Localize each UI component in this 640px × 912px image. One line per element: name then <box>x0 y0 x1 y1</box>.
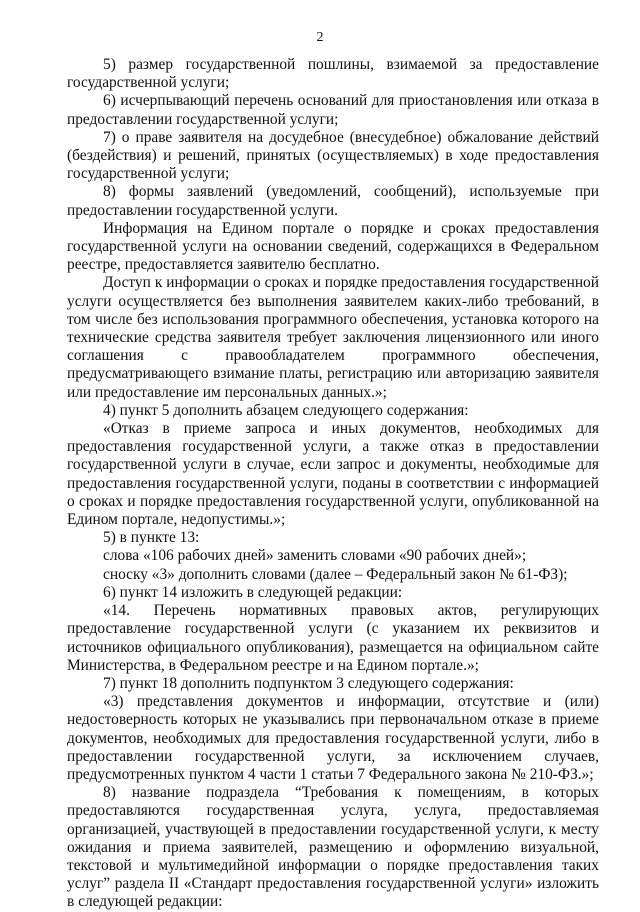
paragraph-refusal-quote: «Отказ в приеме запроса и иных документов, необходимых для предоставления государственной услуги, а также отказ в предоставлении государственной услуги в случае, если запрос и документы, необходимые для предоставления государственной услуги, поданы в соответствии с информацией о сроках и порядке предоставления государственной услуги, опубликованной на Едином портале, недопустимы.»; <box>67 420 599 529</box>
document-body <box>67 56 599 912</box>
paragraph-amend-point-14: 6) пункт 14 изложить в следующей редакции: <box>103 583 403 601</box>
paragraph-subsection-title-change: 8) название подраздела “Требования к помещениям, в которых предоставляются государственная услуга, услуга, предоставляемая организацией, участвующей в предоставлении государственной услуги, к месту ожидания и приема заявителей, размещению и оформлению визуальной, текстовой и мультимедийной информации о порядке предоставления таких услуг” раздела II «Стандарт предоставления государственной услуги» изложить в следующей редакции: <box>67 784 599 911</box>
paragraph-amend-point-13: 5) в пункте 13: <box>103 529 200 547</box>
paragraph-footnote-addition: сноску «3» дополнить словами (далее – Федеральный закон № 61-ФЗ); <box>103 565 568 583</box>
paragraph-subpoint-3-text: «3) представления документов и информации, отсутствие и (или) недостоверность которых не указывались при первоначальном отказе в приеме документов, необходимых для предоставления государственной услуги, либо в предоставлении государственной услуги, за исключением случаев, предусмотренных пунктом 4 части 1 статьи 7 Федерального закона № 210-ФЗ.»; <box>67 693 599 783</box>
paragraph-information-access: Доступ к информации о сроках и порядке предоставления государственной услуги осуществляется без выполнения заявителем каких-либо требований, в том числе без использования программного обеспечения, установка которого на технические средства заявителя требует заключения лицензионного или иного соглашения с правообладателем программного обеспечения, предусматривающего взимание платы, регистрацию или авторизацию заявителя или предоставление им персональных данных.»; <box>67 274 599 401</box>
paragraph-point-14-text: «14. Перечень нормативных правовых актов, регулирующих предоставление государственной услуги (с указанием их реквизитов и источников официального опубликования), размещается на официальном сайте Министерства, в Федеральном реестре и на Едином портале.»; <box>67 602 599 674</box>
paragraph-amend-point-5: 4) пункт 5 дополнить абзацем следующего содержания: <box>103 401 469 419</box>
paragraph-amend-point-18: 7) пункт 18 дополнить подпунктом 3 следующего содержания: <box>103 674 514 692</box>
page-number: 2 <box>316 30 324 45</box>
paragraph-working-days-change: слова «106 рабочих дней» заменить словами «90 рабочих дней»; <box>103 547 527 565</box>
paragraph-portal-information: Информация на Едином портале о порядке и сроках предоставления государственной услуги на основании сведений, содержащихся в Федеральном реестре, предоставляется заявителю бесплатно. <box>67 219 599 274</box>
paragraph-item-6-grounds-refusal: 6) исчерпывающий перечень оснований для приостановления или отказа в предоставлении государственной услуги; <box>67 92 599 128</box>
paragraph-item-7-appeal-right: 7) о праве заявителя на досудебное (внесудебное) обжалование действий (бездействия) и решений, принятых (осуществляемых) в ходе предоставления государственной услуги; <box>67 128 599 183</box>
paragraph-item-8-application-forms: 8) формы заявлений (уведомлений, сообщений), используемые при предоставлении государственной услуги. <box>67 183 599 219</box>
paragraph-item-5-state-fee: 5) размер государственной пошлины, взимаемой за предоставление государственной услуги; <box>67 56 599 92</box>
